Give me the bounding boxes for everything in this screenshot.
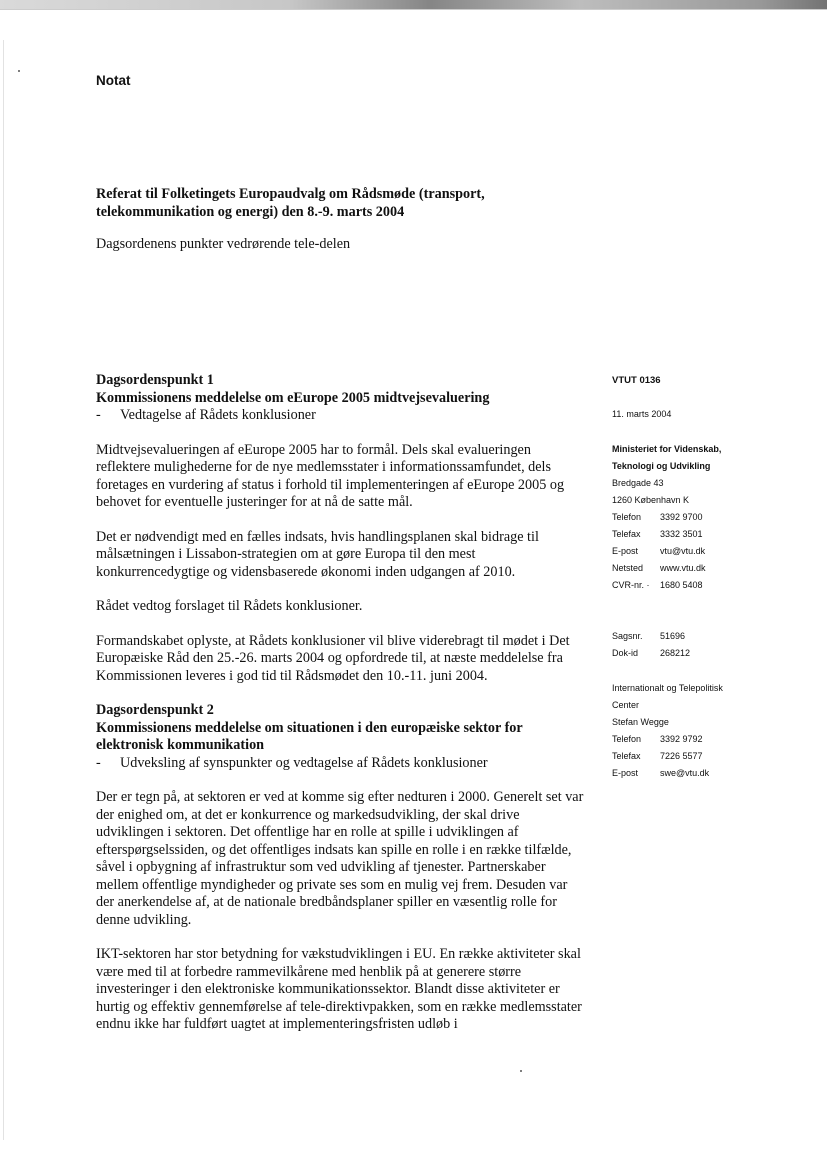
paragraph: Der er tegn på, at sektoren er ved at komme sig efter nedturen i 2000. Generelt set var der enighed om, at det er konkurrence og markedsudvikling, der skal drive udviklingen i sektoren. Det offentlige har en rolle at spille i udviklingen af efterspørgselssiden, og det offentliges indsats kan spille en rolle i en række tilfælde, såvel i opbygning af infrastruktur som ved udvikling af tjenester. Partnerskaber mellem offentlige myndigheder og private ses som en mulig vej frem. Desuden var der anerkendelse af, at de nationale bredbåndsplaner spiller en væsentlig rolle for denne udvikling. (96, 789, 584, 928)
contact-value: 3392 9792 (660, 734, 703, 744)
ministry-contact-block (612, 441, 721, 594)
scan-edge-artifact (0, 0, 827, 9)
case-key: Sagsnr. (612, 631, 643, 641)
contact-key: E-post (612, 546, 639, 556)
document-title: Referat til Folketingets Europaudvalg om Rådsmøde (transport, telekommunikation og energi) den 8.-9. marts 2004 (96, 186, 485, 220)
contact-value: vtu@vtu.dk (660, 546, 706, 556)
contact-row (612, 765, 723, 782)
agenda-item-subpoint (96, 755, 586, 773)
scan-left-edge (3, 40, 4, 1140)
agenda-item-subpoint-text: Udveksling af synspunkter og vedtagelse af Rådets konklusioner (120, 754, 488, 771)
contact-row (612, 560, 721, 577)
contact-key: Telefax (612, 529, 641, 539)
main-content (96, 372, 586, 1051)
agenda-item-subpoint (96, 407, 586, 425)
address-line: Bredgade 43 (612, 478, 664, 488)
contact-value: 3332 3501 (660, 529, 703, 539)
department-name-line: Center (612, 700, 640, 710)
paragraph: Midtvejsevalueringen af eEurope 2005 har to formål. Dels skal evalueringen reflektere mulighederne for de nye medlemsstater i informationssamfundet, dels foretages en vurdering af status i forhold til implementeringen af eEurope 2005 og behovet for eventuelle justeringer for at nå de satte mål. (96, 441, 565, 510)
contact-value: www.vtu.dk (660, 563, 706, 573)
document-type-label: Notat (96, 73, 131, 88)
scan-speck (520, 1070, 522, 1072)
contact-value: 3392 9700 (660, 512, 703, 522)
bullet-dash: - (96, 754, 101, 771)
contact-value: 1680 5408 (660, 580, 703, 590)
case-info-block (612, 628, 690, 662)
department-name-line: Internationalt og Telepolitisk (612, 683, 723, 693)
contact-row (612, 748, 723, 765)
ministry-name-line: Ministeriet for Videnskab, (612, 444, 722, 454)
contact-key: Telefon (612, 512, 642, 522)
paragraph: Formandskabet oplyste, at Rådets konklusioner vil blive viderebragt til mødet i Det Europæiske Råd den 25.-26. marts 2004 og opfordrede til, at næste meddelelse fra Kommissionen leveres i god tid til Rådsmødet den 10.-11. juni 2004. (96, 632, 570, 684)
contact-row (612, 543, 721, 560)
paragraph: Rådet vedtog forslaget til Rådets konklusioner. (96, 598, 363, 614)
paragraph: Det er nødvendigt med en fælles indsats, hvis handlingsplanen skal bidrage til målsætningen i Lissabon-strategien om at gøre Europa til den mest konkurrencedygtige og vidensbaserede økonomi inden udgangen af 2010. (96, 528, 539, 580)
contact-row (612, 577, 721, 594)
bullet-dash: - (96, 407, 101, 423)
contact-row (612, 526, 721, 543)
agenda-item-subpoint-text: Vedtagelse af Rådets konklusioner (120, 407, 316, 423)
contact-person: Stefan Wegge (612, 717, 669, 727)
document-date: 11. marts 2004 (612, 409, 672, 419)
document-subtitle: Dagsordenens punkter vedrørende tele-delen (96, 236, 351, 252)
contact-key: Telefon (612, 734, 642, 744)
agenda-item-heading: Kommissionens meddelelse om eEurope 2005 midtvejsevaluering (96, 389, 490, 406)
contact-key: Telefax (612, 751, 641, 761)
contact-value: 7226 5577 (660, 751, 703, 761)
agenda-item-heading: Kommissionens meddelelse om situationen i den europæiske sektor for elektronisk kommunikation (96, 719, 523, 753)
case-key: Dok-id (612, 648, 639, 658)
ministry-name-line: Teknologi og Udvikling (612, 461, 711, 471)
contact-key: E-post (612, 768, 639, 778)
paragraph: IKT-sektoren har stor betydning for vækstudviklingen i EU. En række aktiviteter skal være med til at forbedre rammevilkårene med henblik på at generere større investeringer i den elektroniske kommunikationssektor. Blandt disse aktiviteter er hurtig og effektiv gennemførelse af tele-direktivpakken, som en række medlemsstater endnu ikke har fuldført uagtet at implementeringsfristen udløb i (96, 946, 582, 1032)
contact-key: CVR-nr. · (612, 580, 650, 590)
scan-speck (18, 70, 20, 72)
case-value: 51696 (660, 631, 686, 641)
agenda-item-number: Dagsordenspunkt 1 (96, 372, 214, 388)
case-value: 268212 (660, 648, 691, 658)
address-line: 1260 København K (612, 495, 690, 505)
case-row (612, 628, 690, 645)
case-row (612, 645, 690, 662)
contact-key: Netsted (612, 563, 644, 573)
reference-number: VTUT 0136 (612, 375, 661, 386)
contact-row (612, 731, 723, 748)
contact-row (612, 509, 721, 526)
agenda-item-number: Dagsordenspunkt 2 (96, 702, 214, 718)
scan-edge-line (0, 9, 827, 10)
contact-value: swe@vtu.dk (660, 768, 710, 778)
agenda-item-1 (96, 372, 586, 425)
agenda-item-2 (96, 702, 586, 772)
department-contact-block (612, 680, 723, 782)
